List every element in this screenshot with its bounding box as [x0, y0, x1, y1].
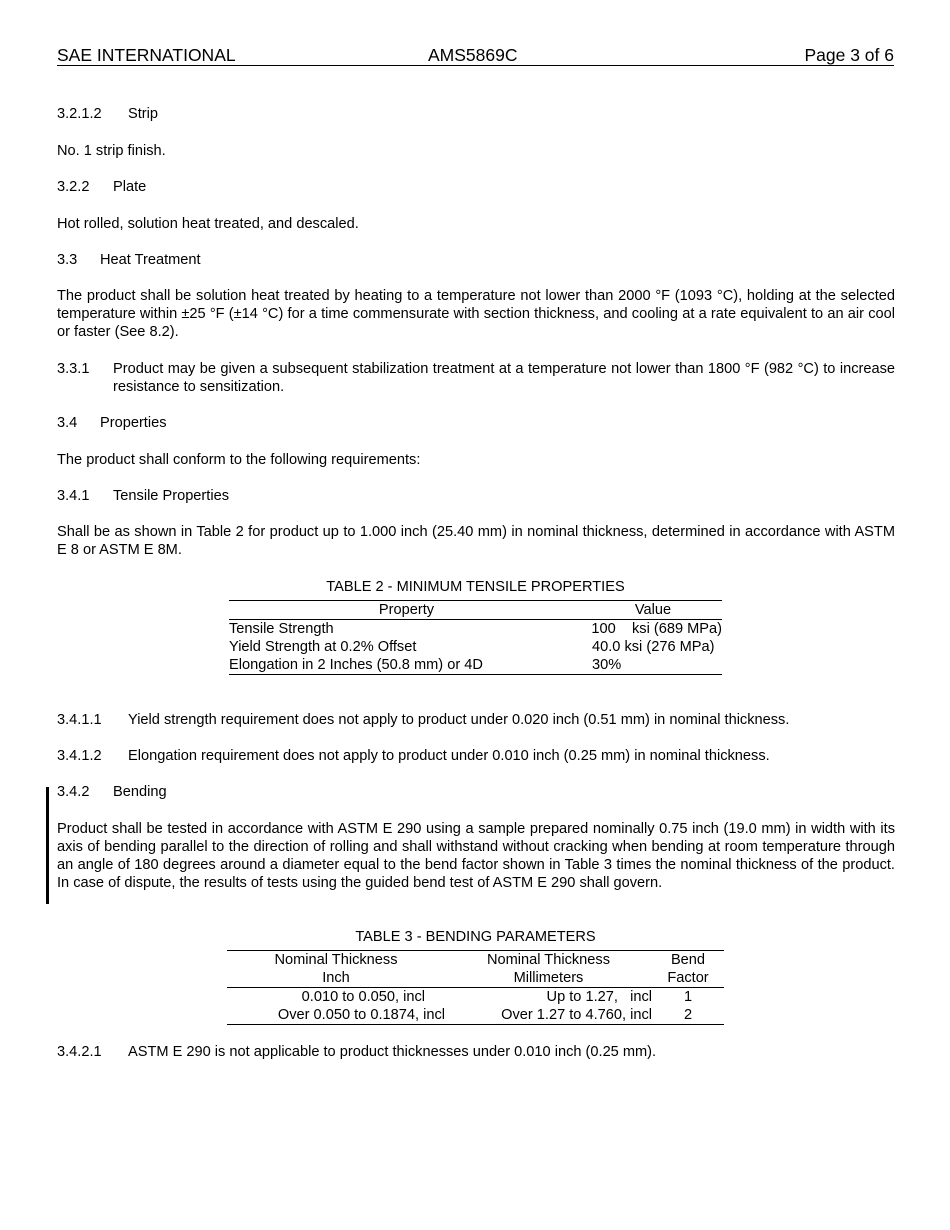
- section-3-4-2-text: Product shall be tested in accordance with ASTM E 290 using a sample prepared nominally 0.75 inch (19.0 mm) in width with its axis of bending parallel to the direction of rolling and shall withstand without cracking when bending at room temperature through an angle of 180 degrees around a diameter equal to the bend factor shown in Table 3 times the nominal thickness of the product. In case of dispute, the results of tests using the guided bend test of ASTM E 290 shall govern.: [57, 821, 895, 891]
- table-row: [229, 638, 722, 656]
- section-3-2-1-2-title: Strip: [128, 106, 159, 122]
- table-3-cell: Over 0.050 to 0.1874, incl: [277, 1007, 445, 1023]
- section-3-3-1-number: 3.3.1: [57, 361, 90, 377]
- table-3-cell: 0.010 to 0.050, incl: [301, 989, 425, 1005]
- section-3-4-1-number: 3.4.1: [57, 488, 90, 504]
- section-3-4-1-text: Shall be as shown in Table 2 for product up to 1.000 inch (25.40 mm) in nominal thickness, determined in accordance with ASTM E 8 or ASTM E 8M.: [57, 524, 895, 558]
- table-3-header-line: Nominal Thickness: [274, 952, 398, 968]
- section-3-4-2-1-text: ASTM E 290 is not applicable to product thicknesses under 0.010 inch (0.25 mm).: [128, 1044, 657, 1060]
- table-3-header-millimeters: [445, 951, 652, 988]
- table-2-cell: Elongation in 2 Inches (50.8 mm) or 4D: [229, 657, 483, 673]
- page-header: [57, 45, 894, 66]
- section-3-4-text: The product shall conform to the following requirements:: [57, 452, 421, 468]
- section-3-4-2-title: Bending: [113, 784, 167, 800]
- section-3-4-title: Properties: [100, 415, 167, 431]
- section-3-2-2-text: Hot rolled, solution heat treated, and descaled.: [57, 216, 359, 232]
- table-row: [227, 1006, 724, 1025]
- revision-change-bar: [46, 787, 49, 904]
- section-3-2-2-number: 3.2.2: [57, 179, 90, 195]
- table-2-caption: TABLE 2 - MINIMUM TENSILE PROPERTIES: [326, 579, 625, 595]
- table-3-header-bend-factor: [652, 951, 724, 988]
- table-2-header-property: Property: [229, 601, 584, 620]
- table-3-header-line: Bend: [670, 952, 706, 968]
- section-3-4-1-1-text: Yield strength requirement does not apply to product under 0.020 inch (0.51 mm) in nominal thickness.: [128, 712, 790, 728]
- section-3-4-1-title: Tensile Properties: [113, 488, 229, 504]
- table-3-cell: Over 1.27 to 4.760, incl: [501, 1007, 652, 1023]
- table-3-header-line: Nominal Thickness: [486, 952, 610, 968]
- header-page-number: Page 3 of 6: [804, 45, 894, 65]
- table-row: [227, 988, 724, 1007]
- section-3-3-1-text: Product may be given a subsequent stabilization treatment at a temperature not lower than 1800 °F (982 °C) to increase resistance to sensitization.: [113, 361, 895, 395]
- section-3-2-1-2-text: No. 1 strip finish.: [57, 143, 166, 159]
- section-3-3-text: The product shall be solution heat treated by heating to a temperature not lower than 2000 °F (1093 °C), holding at the selected temperature within ±25 °F (±14 °C) for a time commensurate with section thickness, and cooling at a rate equivalent to an air cool or faster (See 8.2).: [57, 288, 895, 340]
- table-3-header-line: Factor: [667, 970, 709, 986]
- section-3-4-1-2-text: Elongation requirement does not apply to product under 0.010 inch (0.25 mm) in nominal thickness.: [128, 748, 770, 764]
- section-3-3-title: Heat Treatment: [100, 252, 201, 268]
- section-3-4-number: 3.4: [57, 415, 78, 431]
- section-3-4-2-number: 3.4.2: [57, 784, 90, 800]
- section-3-2-1-2-number: 3.2.1.2: [57, 106, 102, 122]
- table-3-header-inch: [227, 951, 445, 988]
- section-3-2-2-title: Plate: [113, 179, 147, 195]
- table-3-cell: Up to 1.27, incl: [546, 989, 652, 1005]
- table-3-caption: TABLE 3 - BENDING PARAMETERS: [355, 929, 596, 945]
- table-2-tensile-properties: [229, 600, 722, 675]
- section-3-3-number: 3.3: [57, 252, 78, 268]
- table-2-cell: Yield Strength at 0.2% Offset: [229, 639, 417, 655]
- table-3-cell: 2: [683, 1007, 693, 1023]
- table-2-cell: 100 ksi (689 MPa): [591, 621, 722, 637]
- table-2-cell: Tensile Strength: [229, 621, 334, 637]
- header-organization: SAE INTERNATIONAL: [57, 45, 236, 65]
- section-3-4-1-2-number: 3.4.1.2: [57, 748, 102, 764]
- section-3-4-2-1-number: 3.4.2.1: [57, 1044, 102, 1060]
- table-2-cell: 40.0 ksi (276 MPa): [592, 639, 715, 655]
- table-3-cell: 1: [683, 989, 693, 1005]
- table-2-header-value: Value: [584, 601, 722, 620]
- header-document-number: AMS5869C: [428, 45, 518, 65]
- table-2-cell: 30%: [592, 657, 622, 673]
- section-3-4-1-1-number: 3.4.1.1: [57, 712, 102, 728]
- table-3-bending-parameters: [227, 950, 724, 1025]
- table-3-header-line: Millimeters: [513, 970, 584, 986]
- table-3-header-line: Inch: [322, 970, 350, 986]
- table-row: [229, 620, 722, 639]
- table-row: [229, 656, 722, 675]
